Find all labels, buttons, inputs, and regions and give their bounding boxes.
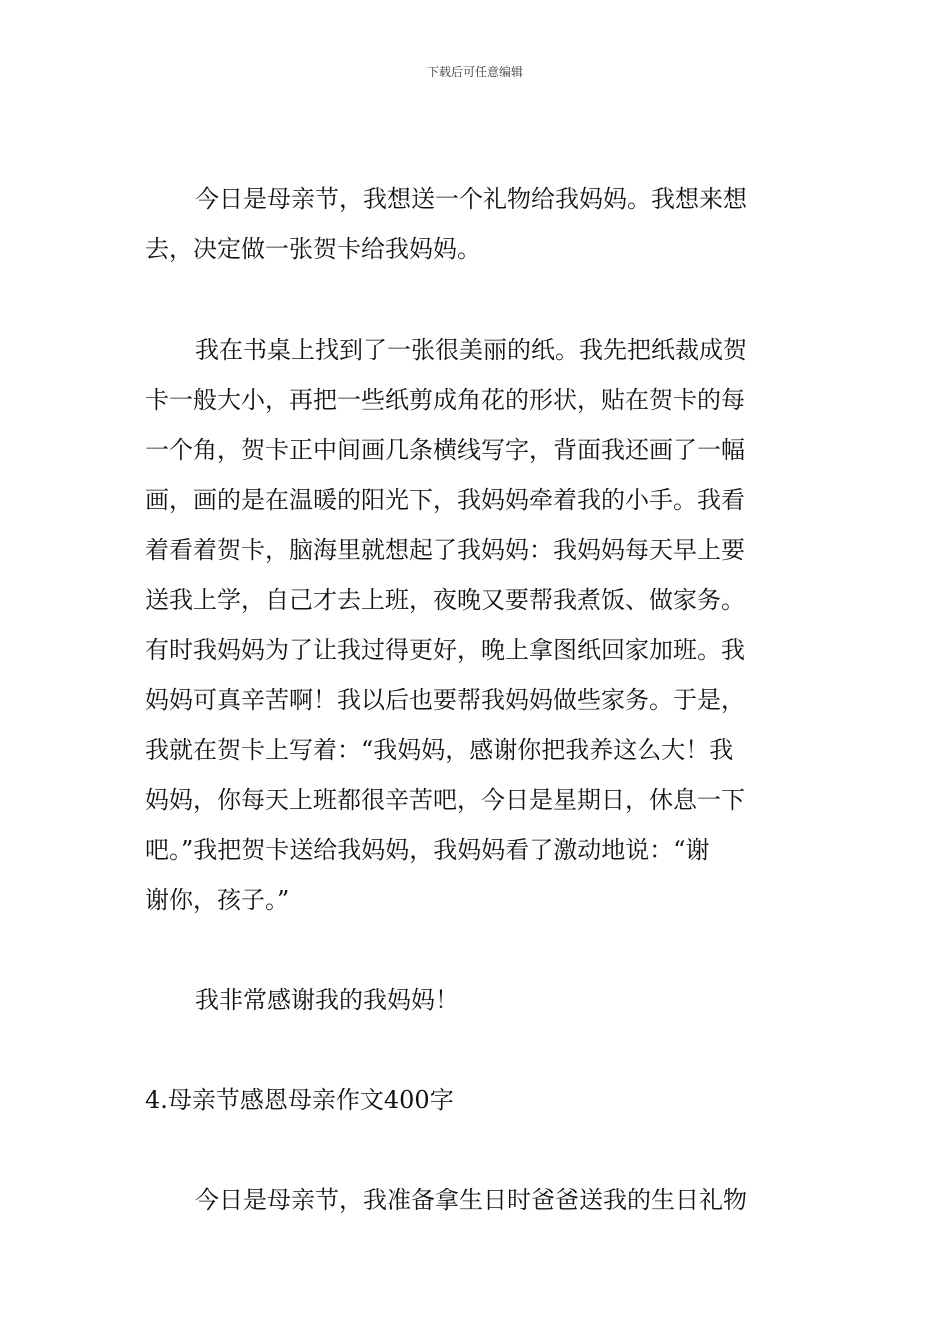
- paragraph-2-line-12: 谢你，孩子。”: [145, 886, 290, 914]
- paragraph-2-line-1: 我在书桌上找到了一张很美丽的纸。我先把纸裁成贺: [195, 336, 747, 364]
- paragraph-4-line-1: 今日是母亲节，我准备拿生日时爸爸送我的生日礼物: [195, 1186, 747, 1214]
- paragraph-2-line-10: 妈妈，你每天上班都很辛苦吧，今日是星期日，休息一下: [145, 786, 745, 814]
- paragraph-2-line-2: 卡一般大小，再把一些纸剪成角花的形状，贴在贺卡的每: [145, 386, 745, 414]
- paragraph-2-line-9: 我就在贺卡上写着：“我妈妈，感谢你把我养这么大！我: [145, 736, 734, 764]
- paragraph-1-line-1: 今日是母亲节，我想送一个礼物给我妈妈。我想来想: [195, 185, 747, 213]
- paragraph-2-line-3: 一个角，贺卡正中间画几条横线写字，背面我还画了一幅: [145, 436, 745, 464]
- paragraph-2-line-5: 着看着贺卡，脑海里就想起了我妈妈：我妈妈每天早上要: [145, 536, 745, 564]
- paragraph-2-line-6: 送我上学，自己才去上班，夜晚又要帮我煮饭、做家务。: [145, 586, 745, 614]
- paragraph-1-line-2: 去，决定做一张贺卡给我妈妈。: [145, 235, 481, 263]
- page-header: 下载后可任意编辑: [426, 65, 523, 79]
- section-heading: 4.母亲节感恩母亲作文400字: [145, 1086, 454, 1114]
- paragraph-2-line-7: 有时我妈妈为了让我过得更好，晚上拿图纸回家加班。我: [145, 636, 745, 664]
- paragraph-2-line-8: 妈妈可真辛苦啊！我以后也要帮我妈妈做些家务。于是，: [145, 686, 745, 714]
- paragraph-3-line-1: 我非常感谢我的我妈妈！: [195, 986, 459, 1014]
- paragraph-2-line-4: 画，画的是在温暖的阳光下，我妈妈牵着我的小手。我看: [145, 486, 745, 514]
- paragraph-2-line-11: 吧。”我把贺卡送给我妈妈，我妈妈看了激动地说：“谢: [145, 836, 710, 864]
